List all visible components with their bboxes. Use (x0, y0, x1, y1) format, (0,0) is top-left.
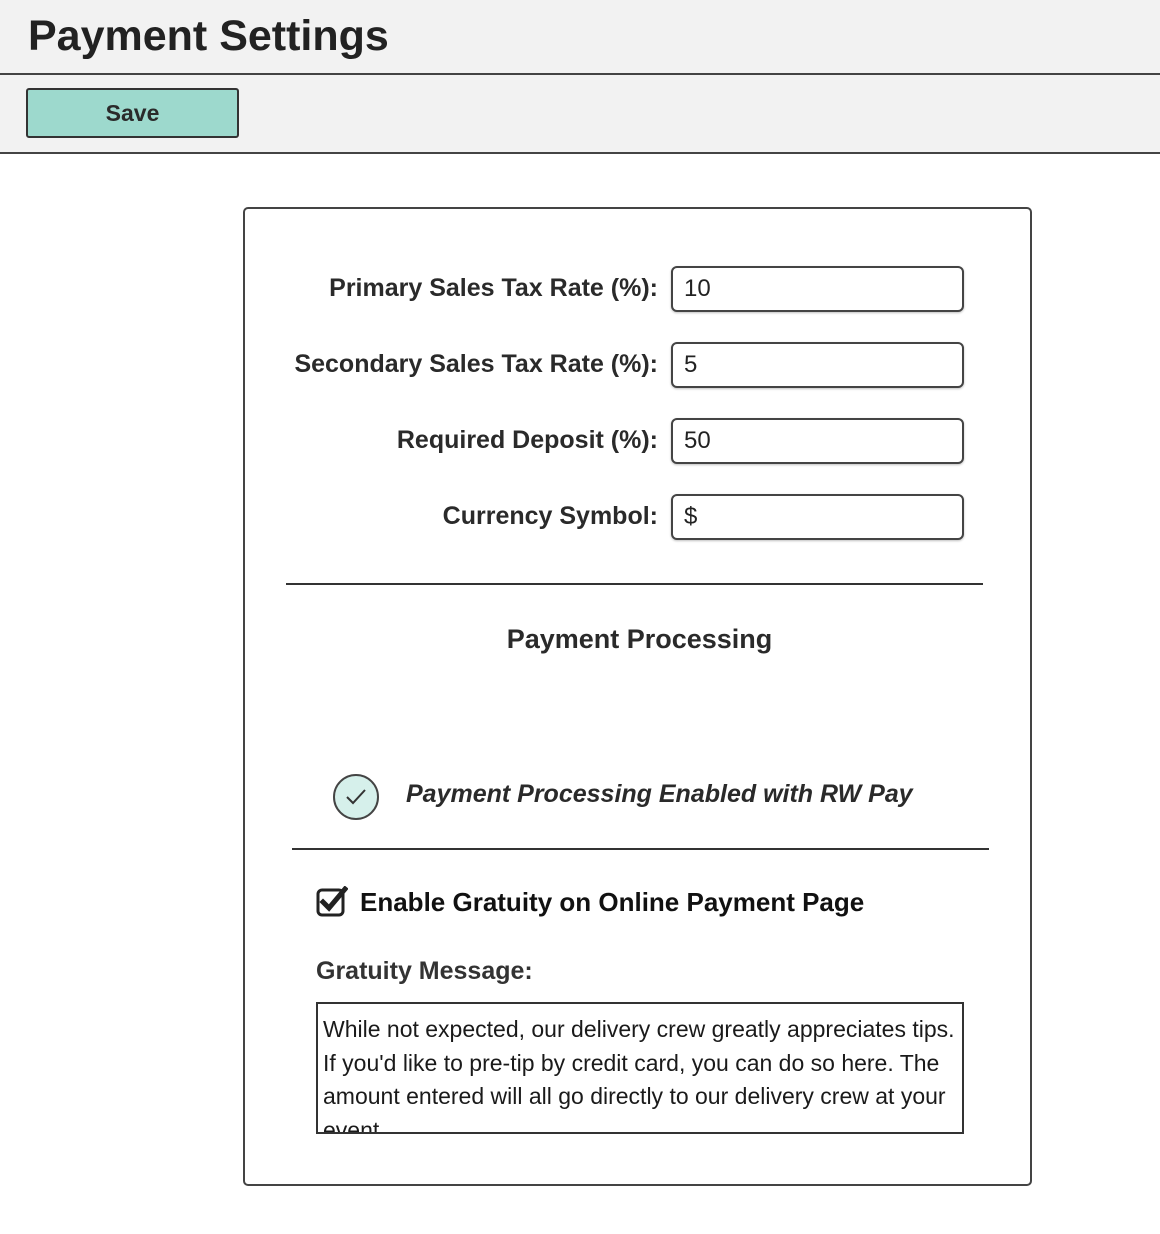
primary-sales-tax-input[interactable] (671, 266, 964, 312)
required-deposit-row (245, 418, 1034, 464)
primary-sales-tax-row (245, 266, 1034, 312)
currency-symbol-row (245, 494, 1034, 540)
currency-symbol-label: Currency Symbol: (442, 502, 658, 530)
page-header (0, 0, 1160, 75)
secondary-sales-tax-row (245, 342, 1034, 388)
secondary-sales-tax-label: Secondary Sales Tax Rate (%): (294, 350, 658, 378)
page-title: Payment Settings (28, 12, 389, 60)
checkbox-checked-icon (316, 886, 348, 918)
enable-gratuity-label[interactable]: Enable Gratuity on Online Payment Page (360, 887, 865, 917)
enable-gratuity-checkbox[interactable] (316, 886, 348, 918)
section-divider (286, 583, 983, 585)
primary-sales-tax-label: Primary Sales Tax Rate (%): (329, 274, 658, 302)
currency-symbol-input[interactable] (671, 494, 964, 540)
payment-processing-title: Payment Processing (506, 624, 773, 654)
required-deposit-input[interactable] (671, 418, 964, 464)
payment-processing-status: Payment Processing Enabled with RW Pay (406, 780, 913, 808)
gratuity-message-label: Gratuity Message: (316, 957, 533, 985)
toolbar (0, 75, 1160, 154)
gratuity-divider (292, 848, 989, 850)
payment-settings-card (243, 207, 1032, 1186)
secondary-sales-tax-input[interactable] (671, 342, 964, 388)
checkmark-icon (345, 788, 367, 806)
check-circle-icon (333, 774, 379, 820)
gratuity-message-textarea[interactable] (316, 1002, 964, 1134)
save-button[interactable]: Save (26, 88, 239, 138)
required-deposit-label: Required Deposit (%): (396, 426, 658, 454)
